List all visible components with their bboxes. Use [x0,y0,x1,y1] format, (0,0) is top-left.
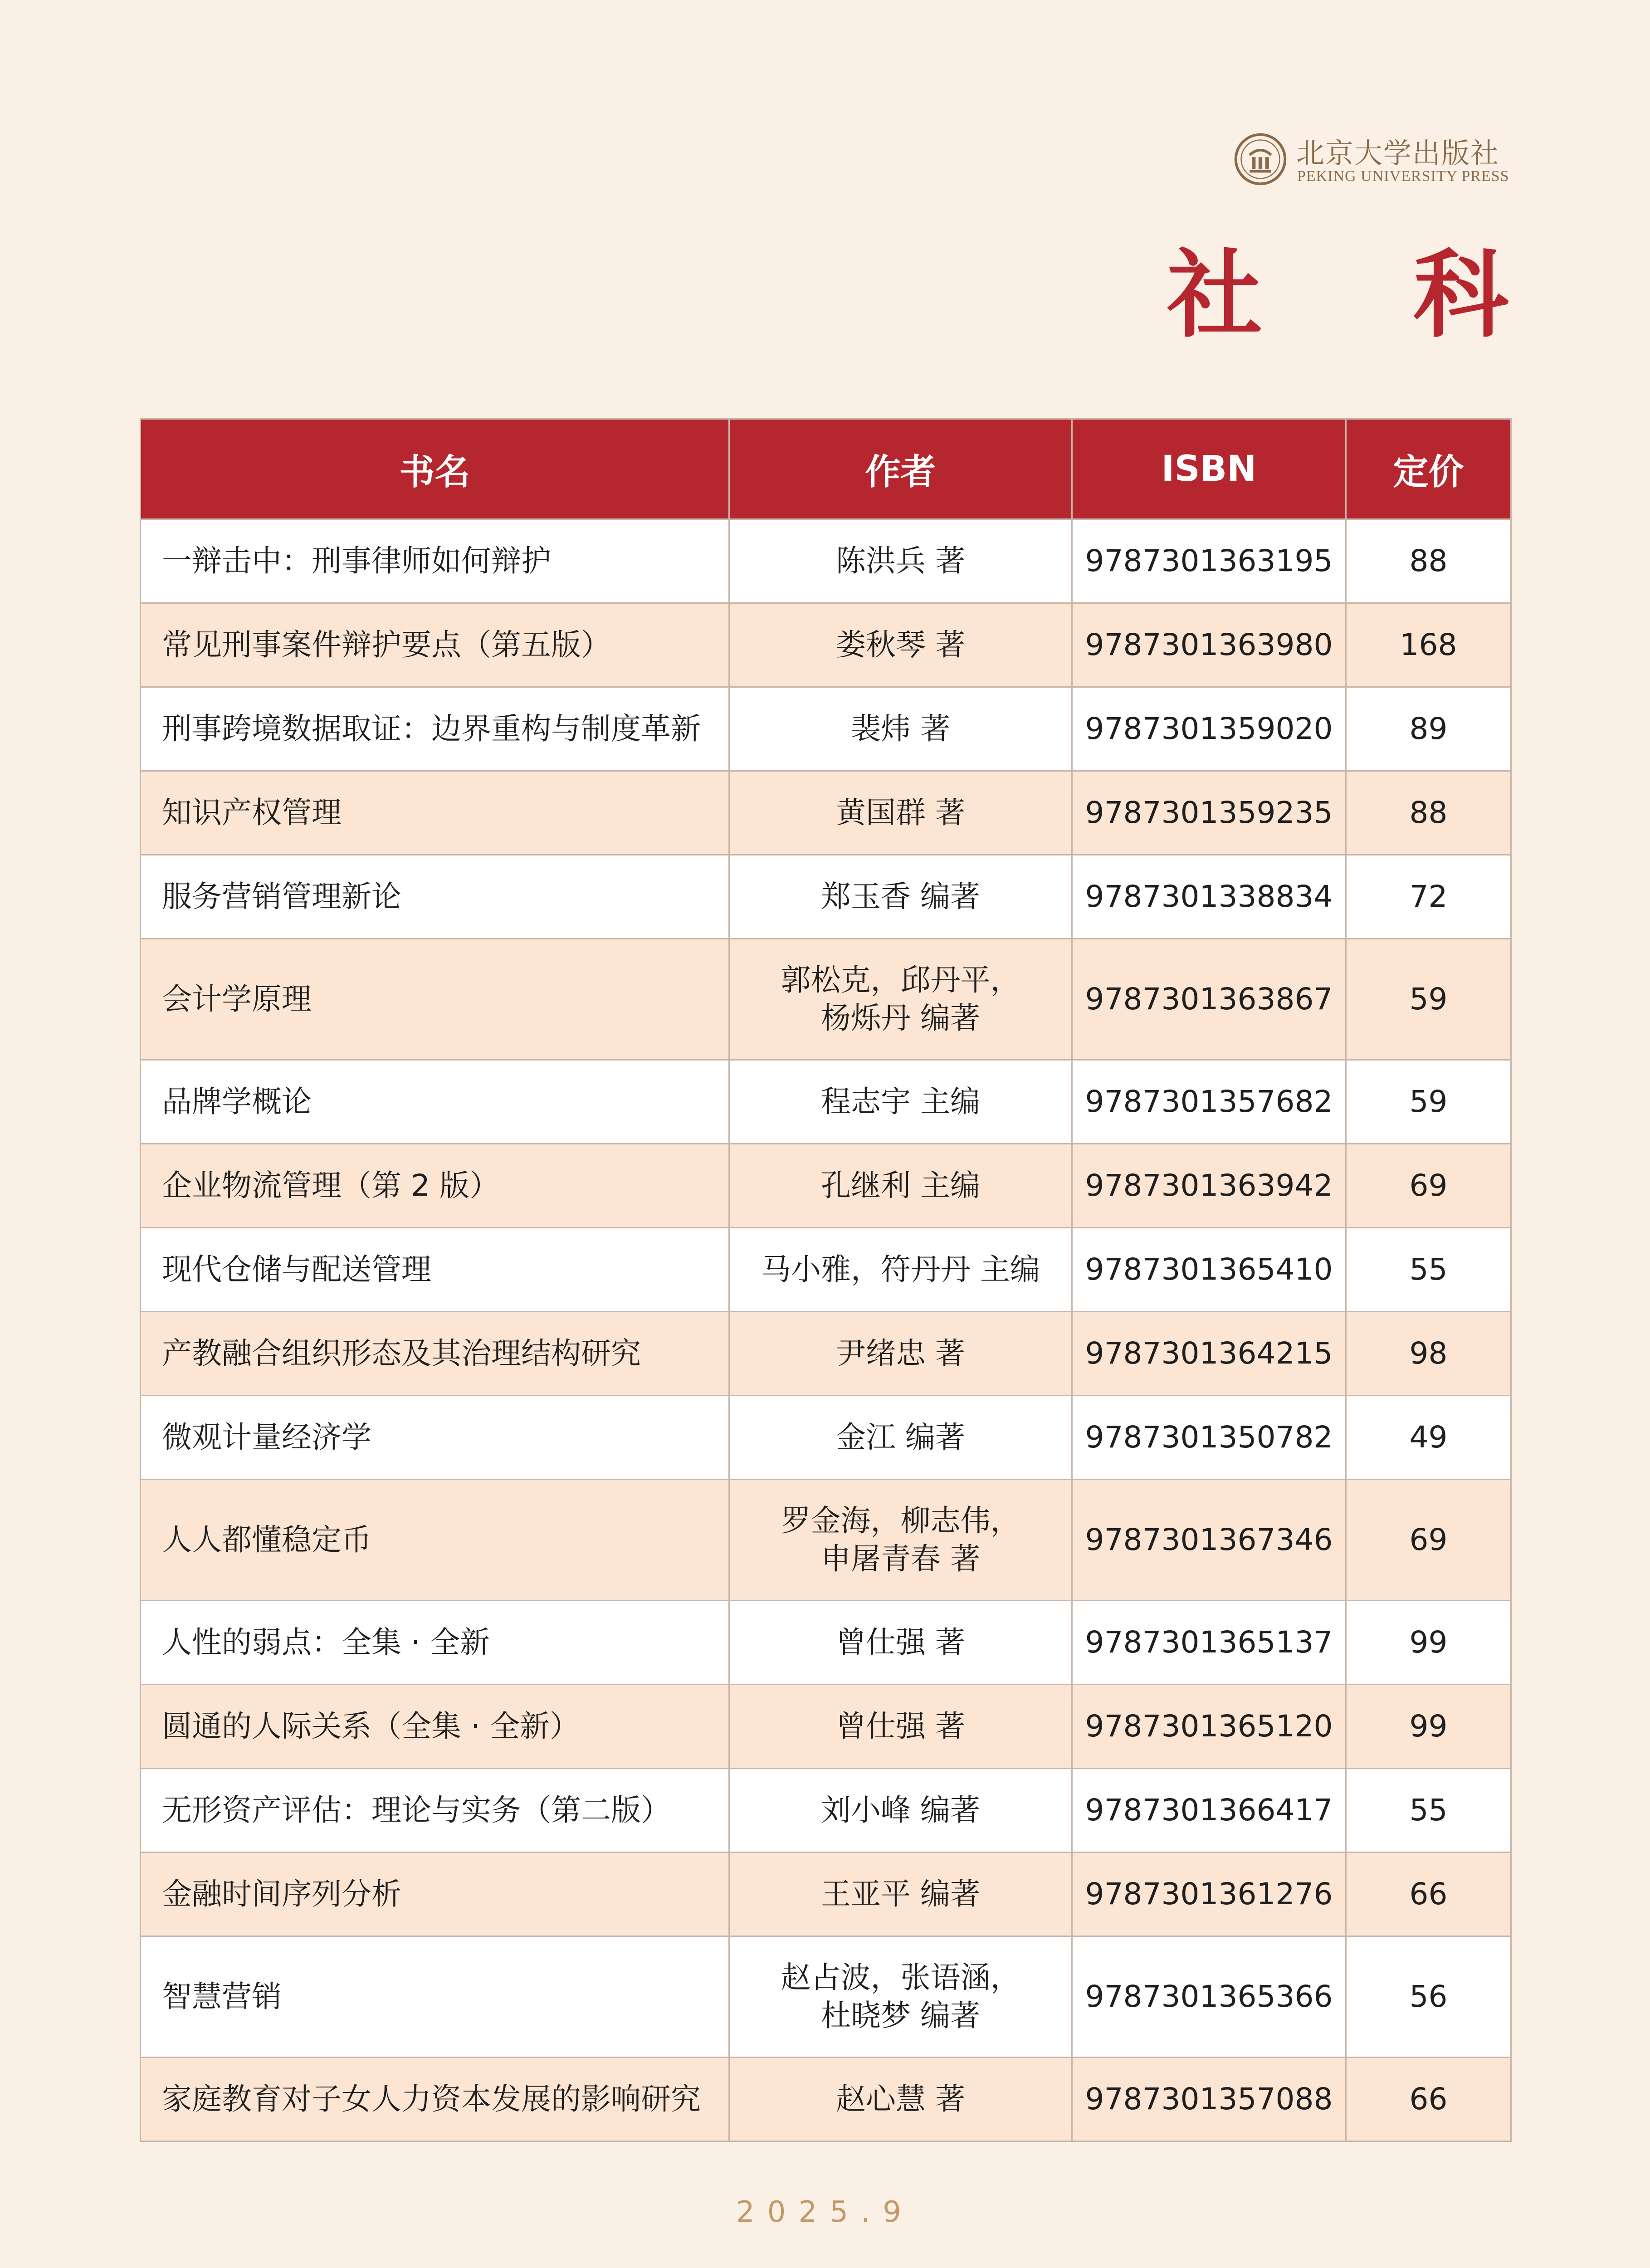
author-line: 孔继利 主编 [821,1168,980,1203]
price-cell: 66 [1346,2058,1511,2141]
isbn-cell: 9787301364215 [1072,1312,1346,1396]
author-cell [729,1685,1072,1769]
table-row [141,939,1511,1060]
publisher-name-cn: 北京大学出版社 [1296,137,1500,170]
book-title-cell: 企业物流管理（第 2 版） [141,1144,729,1228]
book-title-cell: 金融时间序列分析 [141,1853,729,1936]
book-title-cell: 圆通的人际关系（全集 · 全新） [141,1685,729,1769]
author-line: 罗金海，柳志伟， [781,1503,1020,1538]
table-row [141,1769,1511,1853]
table-row [141,519,1511,603]
book-title-cell: 智慧营销 [141,1936,729,2058]
price-cell: 88 [1346,519,1511,603]
author-cell [729,1228,1072,1312]
book-title-cell: 人性的弱点：全集 · 全新 [141,1601,729,1685]
author-line: 王亚平 编著 [821,1877,980,1911]
table-row [141,1685,1511,1769]
table-row [141,1144,1511,1228]
book-title-cell: 刑事跨境数据取证：边界重构与制度革新 [141,687,729,771]
author-line: 黄国群 著 [836,795,965,830]
price-cell: 168 [1346,603,1511,687]
header-price: 定价 [1346,419,1511,519]
isbn-cell: 9787301350782 [1072,1396,1346,1480]
price-cell: 89 [1346,687,1511,771]
price-cell: 72 [1346,855,1511,939]
table-row [141,771,1511,855]
price-cell: 69 [1346,1480,1511,1601]
author-cell [729,1060,1072,1144]
price-cell: 66 [1346,1853,1511,1936]
author-cell [729,1396,1072,1480]
table-row [141,1853,1511,1936]
price-cell: 59 [1346,939,1511,1060]
table-row [141,1601,1511,1685]
isbn-cell: 9787301365137 [1072,1601,1346,1685]
author-cell [729,1601,1072,1685]
author-cell [729,1312,1072,1396]
price-cell: 99 [1346,1601,1511,1685]
book-title-cell: 服务营销管理新论 [141,855,729,939]
isbn-cell: 9787301363867 [1072,939,1346,1060]
publisher-logo [1234,130,1515,189]
book-title-cell: 家庭教育对子女人力资本发展的影响研究 [141,2058,729,2141]
table-row [141,855,1511,939]
isbn-cell: 9787301363195 [1072,519,1346,603]
price-cell: 69 [1346,1144,1511,1228]
author-line: 曾仕强 著 [836,1709,965,1744]
table-row [141,2058,1511,2141]
table-row [141,1480,1511,1601]
table-row [141,1312,1511,1396]
pku-seal-icon [1234,132,1287,186]
author-line: 马小雅，符丹丹 主编 [761,1252,1040,1287]
book-title-cell: 产教融合组织形态及其治理结构研究 [141,1312,729,1396]
book-title-cell: 微观计量经济学 [141,1396,729,1480]
author-cell [729,1144,1072,1228]
author-line: 杜晓梦 编著 [821,1998,980,2033]
price-cell: 56 [1346,1936,1511,2058]
author-line: 陈洪兵 著 [836,543,965,578]
section-title: 社 科 [1167,239,1567,351]
isbn-cell: 9787301363942 [1072,1144,1346,1228]
author-line: 郭松克，邱丹平， [781,963,1020,997]
table-header-row [141,419,1511,519]
header-author: 作者 [729,419,1072,519]
author-cell [729,2058,1072,2141]
header-isbn: ISBN [1072,419,1346,519]
author-line: 申屠青春 著 [821,1541,980,1576]
table-row [141,687,1511,771]
table-row [141,1228,1511,1312]
author-cell [729,771,1072,855]
author-cell [729,1769,1072,1853]
isbn-cell: 9787301361276 [1072,1853,1346,1936]
table-row [141,1060,1511,1144]
isbn-cell: 9787301366417 [1072,1769,1346,1853]
author-line: 刘小峰 编著 [821,1793,980,1828]
book-title-cell: 无形资产评估：理论与实务（第二版） [141,1769,729,1853]
author-cell [729,1480,1072,1601]
book-title-cell: 常见刑事案件辩护要点（第五版） [141,603,729,687]
author-line: 裴炜 著 [851,711,950,746]
price-cell: 55 [1346,1769,1511,1853]
author-cell [729,939,1072,1060]
author-line: 娄秋琴 著 [836,627,965,662]
author-cell [729,519,1072,603]
book-title-cell: 会计学原理 [141,939,729,1060]
header-title: 书名 [141,419,729,519]
author-line: 曾仕强 著 [836,1625,965,1660]
isbn-cell: 9787301365366 [1072,1936,1346,2058]
author-cell [729,687,1072,771]
table-row [141,603,1511,687]
table-row [141,1396,1511,1480]
table-row [141,1936,1511,2058]
author-line: 金江 编著 [836,1420,965,1455]
price-cell: 99 [1346,1685,1511,1769]
book-title-cell: 品牌学概论 [141,1060,729,1144]
author-cell [729,1936,1072,2058]
book-title-cell: 人人都懂稳定币 [141,1480,729,1601]
price-cell: 88 [1346,771,1511,855]
author-line: 赵心慧 著 [836,2082,965,2116]
isbn-cell: 9787301365120 [1072,1685,1346,1769]
book-title-cell: 现代仓储与配送管理 [141,1228,729,1312]
author-line: 杨烁丹 编著 [821,1001,980,1036]
book-title-cell: 一辩击中：刑事律师如何辩护 [141,519,729,603]
isbn-cell: 9787301367346 [1072,1480,1346,1601]
price-cell: 98 [1346,1312,1511,1396]
isbn-cell: 9787301359020 [1072,687,1346,771]
author-cell [729,603,1072,687]
price-cell: 49 [1346,1396,1511,1480]
isbn-cell: 9787301363980 [1072,603,1346,687]
author-cell [729,855,1072,939]
author-line: 程志宇 主编 [821,1084,980,1119]
book-table [140,418,1512,2142]
author-line: 赵占波，张语涵， [781,1960,1020,1995]
issue-date: 2025.9 [736,2195,914,2229]
author-line: 尹绪忠 著 [836,1336,965,1371]
isbn-cell: 9787301338834 [1072,855,1346,939]
price-cell: 55 [1346,1228,1511,1312]
publisher-name-en: PEKING UNIVERSITY PRESS [1297,168,1509,185]
isbn-cell: 9787301365410 [1072,1228,1346,1312]
isbn-cell: 9787301357682 [1072,1060,1346,1144]
isbn-cell: 9787301357088 [1072,2058,1346,2141]
book-title-cell: 知识产权管理 [141,771,729,855]
isbn-cell: 9787301359235 [1072,771,1346,855]
price-cell: 59 [1346,1060,1511,1144]
author-cell [729,1853,1072,1936]
author-line: 郑玉香 编著 [821,879,980,914]
